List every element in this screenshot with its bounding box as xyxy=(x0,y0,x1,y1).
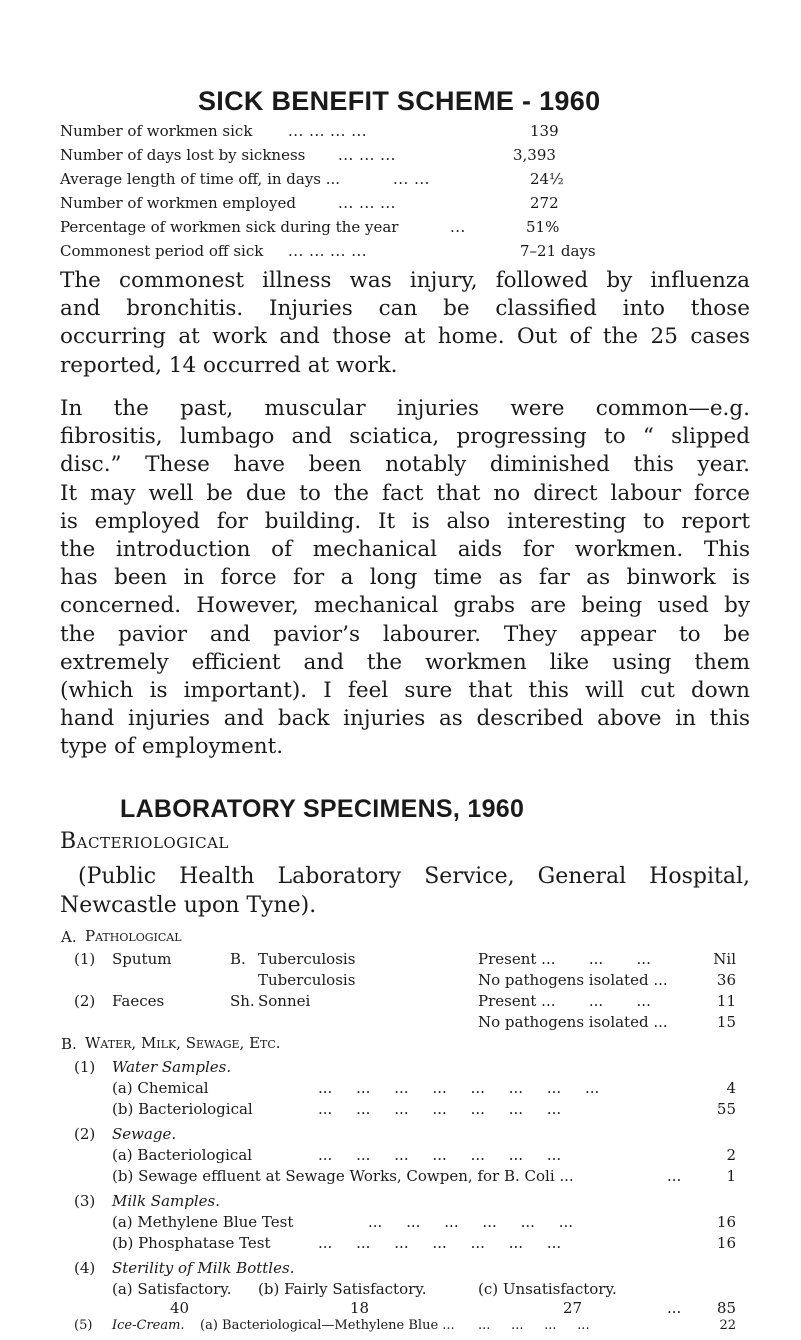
stat-value: 3,393 xyxy=(513,146,556,164)
stat-row xyxy=(60,242,740,264)
row-number: (1) xyxy=(74,950,96,968)
text-line: fibrositis, lumbago and sciatica, progressing to “ slipped xyxy=(60,424,750,450)
count: 55 xyxy=(716,1100,736,1118)
count: 2 xyxy=(726,1146,736,1164)
sub-item: (b) Phosphatase Test xyxy=(112,1234,271,1252)
count: 11 xyxy=(716,992,736,1010)
text-line: and bronchitis. Injuries can be classified into those xyxy=(60,296,750,322)
specimen: Sputum xyxy=(112,950,172,968)
text-line: reported, 14 occurred at work. xyxy=(60,352,398,378)
leader-dots: ... ... ... ... ... ... ... xyxy=(318,1234,562,1252)
lab-subtitle: Bacteriological xyxy=(60,829,229,854)
count: 16 xyxy=(716,1213,736,1231)
result: Present ... ... ... xyxy=(478,950,651,968)
sub-item: (b) Sewage effluent at Sewage Works, Cowpen, for B. Coli ... xyxy=(112,1167,574,1185)
section-a-letter: A. xyxy=(61,928,77,946)
text-line: (which is important). I feel sure that this will cut down xyxy=(60,677,750,703)
paragraph-injuries xyxy=(60,395,750,761)
organism: Sonnei xyxy=(258,992,311,1010)
stat-label: Number of workmen sick xyxy=(60,122,253,140)
stat-label: Number of days lost by sickness xyxy=(60,146,306,164)
section-a-title: Pathological xyxy=(85,927,182,945)
page-title: SICK BENEFIT SCHEME - 1960 xyxy=(198,86,601,116)
paragraph-illness xyxy=(60,267,750,380)
item-number: (1) xyxy=(74,1058,96,1076)
category-label: (b) Fairly Satisfactory. xyxy=(258,1280,427,1298)
leader-dots: ... ... ... ... xyxy=(288,242,368,260)
specimen: Faeces xyxy=(112,992,165,1010)
count: 36 xyxy=(716,971,736,989)
text-line: The commonest illness was injury, followed by influenza xyxy=(60,268,750,293)
text-line: type of employment. xyxy=(60,734,284,760)
count: Nil xyxy=(713,950,736,968)
category-label: (a) Satisfactory. xyxy=(112,1280,232,1298)
text-line: In the past, muscular injuries were common—e.g. xyxy=(60,396,750,421)
sub-item: (a) Methylene Blue Test xyxy=(112,1213,294,1231)
organism: Tuberculosis xyxy=(258,950,356,968)
count xyxy=(700,1326,701,1327)
stat-row xyxy=(60,194,740,216)
count: 16 xyxy=(716,1234,736,1252)
text-line: is employed for building. It is also interesting to report xyxy=(60,508,750,534)
result: Present ... ... ... xyxy=(478,992,651,1010)
section-b-letter: B. xyxy=(61,1035,77,1053)
stat-row xyxy=(60,146,740,168)
leader-dots: ... xyxy=(450,218,466,236)
leader-dots: ... ... ... ... ... ... ... xyxy=(318,1146,562,1164)
section-b-title: Water, Milk, Sewage, Etc. xyxy=(85,1034,281,1052)
organism: Tuberculosis xyxy=(258,971,356,989)
lab-service-line: (Public Health Laboratory Service, General Hospital, xyxy=(78,864,750,889)
sub-item: (a) Bacteriological—Methylene Blue ... xyxy=(200,1318,455,1333)
leader-dots: ... ... ... xyxy=(338,146,396,164)
item-number: (5) xyxy=(74,1318,93,1333)
stat-label: Commonest period off sick xyxy=(60,242,264,260)
stat-row xyxy=(60,170,740,192)
sub-item: (b) Bacteriological xyxy=(112,1100,253,1118)
leader-dots: ... ... ... ... ... ... ... ... xyxy=(318,1079,600,1097)
text-line: the pavior and pavior’s labourer. They appear to be xyxy=(60,621,750,647)
item-number: (3) xyxy=(74,1192,96,1210)
result: No pathogens isolated ... xyxy=(478,971,668,989)
stat-value: 272 xyxy=(530,194,559,212)
organism-prefix: Sh. xyxy=(230,992,255,1010)
item-number: (2) xyxy=(74,1125,96,1143)
lab-service-line: Newcastle upon Tyne). xyxy=(60,893,317,918)
category-value: 27 xyxy=(563,1299,583,1317)
category-value: 18 xyxy=(350,1299,370,1317)
text-line: concerned. However, mechanical grabs are being used by xyxy=(60,593,750,619)
text-line: occurring at work and those at home. Out of the 25 cases xyxy=(60,324,750,350)
count: 22 xyxy=(719,1318,736,1333)
leader-dots: ... ... ... ... ... ... ... xyxy=(318,1100,562,1118)
count: 1 xyxy=(726,1167,736,1185)
stat-value: 51% xyxy=(526,218,560,236)
stat-label: Number of workmen employed xyxy=(60,194,296,212)
leader-dots: ... ... ... ... xyxy=(288,122,368,140)
leader-dots xyxy=(400,1326,406,1327)
count: 4 xyxy=(726,1079,736,1097)
text-line: It may well be due to the fact that no direct labour force xyxy=(60,480,750,506)
stat-label: Percentage of workmen sick during the year xyxy=(60,218,399,236)
text-line: disc.” These have been notably diminished this year. xyxy=(60,452,750,478)
stat-value: 7–21 days xyxy=(520,242,596,260)
leader-dots: ... ... ... ... ... ... xyxy=(368,1213,574,1231)
item-title: Ice-Cream. xyxy=(112,1318,185,1333)
row-number: (2) xyxy=(74,992,96,1010)
item-title: Milk Samples. xyxy=(112,1192,220,1210)
sub-item: (a) Bacteriological xyxy=(112,1146,253,1164)
item-title: Sewage. xyxy=(112,1125,177,1143)
stat-value: 24½ xyxy=(530,170,564,188)
page-number xyxy=(386,1326,387,1327)
leader-dots: ... ... xyxy=(393,170,430,188)
stat-row xyxy=(60,122,740,144)
category-label: (c) Unsatisfactory. xyxy=(478,1280,617,1298)
item-title: Water Samples. xyxy=(112,1058,232,1076)
lab-title: LABORATORY SPECIMENS, 1960 xyxy=(120,795,525,823)
leader-dots: ... xyxy=(667,1167,682,1185)
text-line: extremely efficient and the workmen like using them xyxy=(60,649,750,675)
item-title: Sterility of Milk Bottles. xyxy=(112,1259,295,1277)
result: No pathogens isolated ... xyxy=(478,1013,668,1031)
item-label xyxy=(112,1326,130,1327)
leader-dots: ... ... ... xyxy=(338,194,396,212)
text-line: the introduction of mechanical aids for workmen. This xyxy=(60,536,750,562)
sub-item: (a) Chemical xyxy=(112,1079,209,1097)
stat-value: 139 xyxy=(530,122,559,140)
category-value: 40 xyxy=(170,1299,190,1317)
text-line: hand injuries and back injuries as described above in this xyxy=(60,706,750,732)
text-line: has been in force for a long time as far as binwork is xyxy=(60,565,750,591)
leader-dots: ... ... ... ... xyxy=(478,1318,590,1333)
organism-prefix: B. xyxy=(230,950,246,968)
leader-dots: ... xyxy=(667,1299,682,1317)
stat-row xyxy=(60,218,740,240)
count: 15 xyxy=(716,1013,736,1031)
count: 85 xyxy=(716,1299,736,1317)
stat-label: Average length of time off, in days ... xyxy=(60,170,341,188)
item-number xyxy=(74,1326,75,1327)
item-number: (4) xyxy=(74,1259,96,1277)
